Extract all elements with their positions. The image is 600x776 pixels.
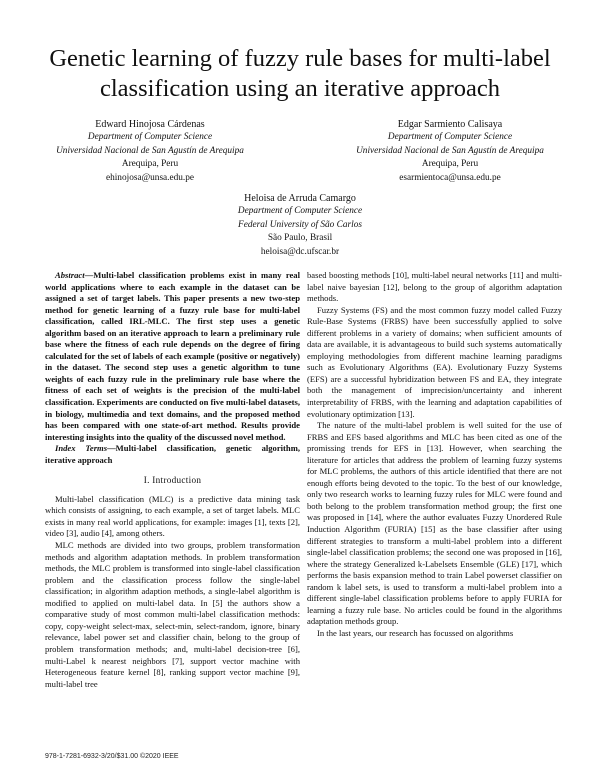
author-department: Department of Computer Science (87, 132, 213, 143)
abstract-label: Abstract (55, 270, 85, 280)
index-terms: Index Terms—Multi-label classification, genetic algorithm, iterative approach (45, 443, 301, 465)
author-email: heloisa@dc.ufscar.br (260, 246, 340, 257)
body-paragraph: based boosting methods [10], multi-label neural networks [11] and multi-label naive bayesian [12], belong to the group of algorithm adaptation methods. (307, 270, 562, 304)
author-name: Edgar Sarmiento Calisaya (397, 119, 503, 130)
author-university: Universidad Nacional de San Agustín de Arequipa (356, 145, 544, 156)
left-column (45, 270, 300, 690)
body-paragraph: MLC methods are divided into two groups, problem transformation methods and algorithm adaptation methods. In problem transformation methods, the MLC problem is transformed into single-label classification problem and the classification process follow the single-label classification; in algorithm adaption methods, a single-label algorithm is modified to applied on multi-label data. In [5] the authors show a comparative study of most common multi-label classification methods: copy, copy-weight select-max, select-min, select-random, ignore, binary relevance, label power set and classifier chain, belong to the group of problem transformation methods; and, multi-label decision-tree [6], multi-Label k nearest neighbors [7], support vector machine with Heterogeneous feature kernel [8], ranking support vector machine [9], multi-label tree (45, 540, 300, 689)
author-department: Department of Computer Science (237, 206, 363, 217)
section-heading-introduction: I. Introduction (143, 475, 202, 486)
copyright-footer: 978-1-7281-6932-3/20/$31.00 ©2020 IEEE (45, 753, 179, 760)
author-block-3 (180, 192, 420, 259)
author-department: Department of Computer Science (387, 132, 513, 143)
author-university: Federal University of São Carlos (238, 219, 362, 230)
author-location: Arequipa, Peru (421, 159, 479, 170)
body-paragraph: Multi-label classification (MLC) is a predictive data mining task which consists of assigning, to each example, a set of target labels. MLC exists in many real world applications, for example: images [1], texts [2], video [3], audio [4], among others. (45, 493, 300, 539)
body-paragraph: Fuzzy Systems (FS) and the most common fuzzy model called Fuzzy Rule-Base Systems (FRBS) have been successfully applied to solve different problems in a variety of domains; when sufficient amounts of data are available, it is advantageous to build such systems automatically employing methodologies from different machine learning paradigms such as Evolutionary Algorithms (EA). Evolutionary Fuzzy Systems (EFS) are a successful hybridization between FS and EA, they integrate both the management of imprecision/uncertainty and inherent interpretability of FRBS, with the learning and adaptation capabilities of evolutionary optimization [13]. (307, 304, 562, 419)
author-university: Universidad Nacional de San Agustín de Arequipa (56, 145, 244, 156)
body-paragraph: In the last years, our research has focussed on algorithms (317, 627, 514, 638)
author-location: Arequipa, Peru (121, 159, 179, 170)
author-block-2 (330, 118, 570, 185)
index-terms-text: Multi-label classification, genetic algorithm, iterative approach (45, 443, 301, 465)
index-terms-label: Index Terms (55, 443, 108, 454)
abstract: Abstract—Multi-label classification problems exist in many real world applications where to each example in the dataset can be assigned a set of target labels. This paper presents a new two-step method for genetic learning of a fuzzy rule base for multi-label classification, called IRL-MLC. The first step uses a genetic algorithm based on an iterative approach to learn a preliminary rule base where the fitness of each rule depends on the degree of firing calculated for the set of labels of each example (positive or negatively) in the dataset. The second step uses a genetic algorithm to tune weights of each fuzzy rule in the preliminary rule base where the fitness of each set of weights is the precision of the multi-label classification. Experiments are conducted on five multi-label datasets, in biology, multimedia and text domains, and the proposed method has been compared with one state-of-art method. Results provide interesting insights into the quality of the discussed novel method. (45, 270, 301, 442)
paper-title: Genetic learning of fuzzy rule bases for multi-label classification using an iterative approach (49, 45, 551, 102)
abstract-text: Multi-label classification problems exist in many real world applications where to each example in the dataset can be assigned a set of target labels. This paper presents a new two-step method for genetic learning of a fuzzy rule base for multi-label classification, called IRL-MLC. The first step uses a genetic algorithm based on an iterative approach to learn a preliminary rule base where the fitness of each rule depends on the degree of firing calculated for the set of labels of each example (positive or negatively) in the dataset. The second step uses a genetic algorithm to tune weights of each fuzzy rule in the preliminary rule base where the fitness of each set of weights is the precision of the multi-label classification. Experiments are conducted on five multi-label datasets, in biology, multimedia and text domains, and the proposed method has been compared with one state-of-art method. Results provide interesting insights into the quality of the discussed novel method. (45, 270, 301, 442)
body-paragraph: The nature of the multi-label problem is well suited for the use of FRBS and EFS based algorithms and MLC has been cited as one of the promissing trends for EFS in [13]. However, when searching the literature for articles that address the problem of learning fuzzy systems for MLC problems, the authors of this article identified that there are not enough efforts being devoted to the topic. To the best of our knowledge, only two research works to learning fuzzy rules for MLC were found and both belong to the problem transformation method group; the first one was proposed in [14], where the author evaluates Fuzzy Unordered Rule Induction Algorithm (FURIA) [15] as the base classifier after using different strategies to transform a multi-label problem into a different single-label classification problems; the second one was proposed in [16], where the strategy Generalized k-Labelsets Ensemble (GLE) [17], which performs the basis expansion method to train Label powerset classifier on random k label sets, is used to transform a multi-label problem into a different single-label classification problems before to apply FURIA for learning a fuzzy rule base. No articles could be found in the algorithms adaptation methods group. (307, 420, 562, 627)
author-location: São Paulo, Brasil (267, 233, 333, 244)
author-name: Heloisa de Arruda Camargo (244, 193, 356, 204)
right-column (307, 270, 562, 640)
author-block-1 (30, 118, 270, 185)
author-email: esarmientoca@unsa.edu.pe (399, 172, 501, 183)
author-email: ehinojosa@unsa.edu.pe (105, 172, 195, 183)
author-name: Edward Hinojosa Cárdenas (95, 119, 205, 130)
